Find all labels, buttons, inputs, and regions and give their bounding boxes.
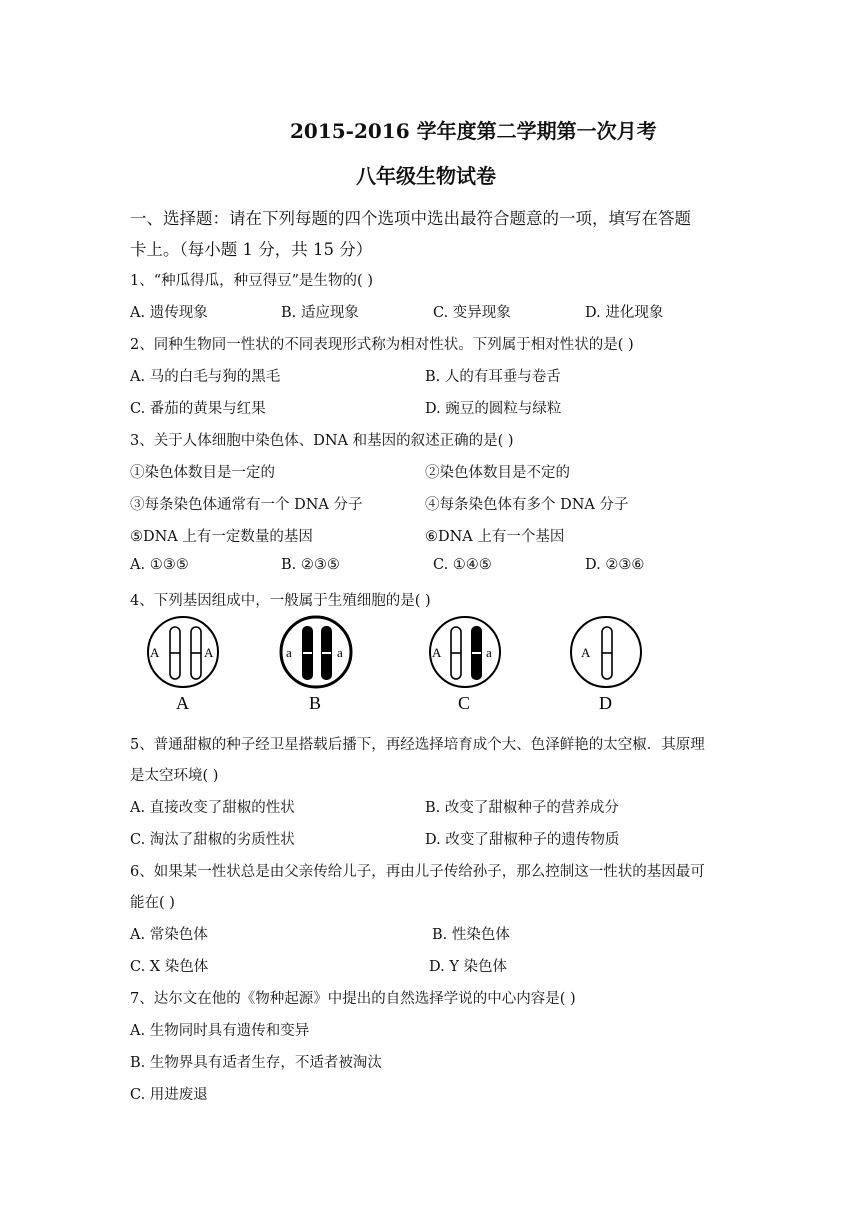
question-6-stem-line1: 6、如果某一性状总是由父亲传给儿子，再由儿子传给孙子，那么控制这一性状的基因最可: [130, 864, 705, 880]
q5-option-c: C. 淘汰了甜椒的劣质性状: [130, 832, 295, 848]
q3-statement-5: ⑤DNA 上有一定数量的基因: [130, 529, 313, 545]
q6-option-a: A. 常染色体: [130, 927, 208, 943]
q3-option-a: A. ①③⑤: [130, 557, 189, 573]
q5-option-a: A. 直接改变了甜椒的性状: [130, 800, 295, 816]
question-7-stem: 7、达尔文在他的《物种起源》中提出的自然选择学说的中心内容是( ): [130, 991, 576, 1007]
cell-a-gene-right: A: [204, 645, 214, 660]
question-4-stem: 4、下列基因组成中，一般属于生殖细胞的是( ): [130, 593, 431, 609]
cell-c-gene-left: A: [432, 645, 442, 660]
q7-option-a: A. 生物同时具有遗传和变异: [130, 1023, 310, 1039]
q3-option-c: C. ①④⑤: [433, 557, 492, 573]
q5-option-d: D. 改变了甜椒种子的遗传物质: [425, 832, 620, 848]
q1-option-b: B. 适应现象: [281, 305, 359, 321]
question-1-stem: 1、“种瓜得瓜，种豆得豆”是生物的( ): [130, 273, 373, 289]
figure-label-a: A: [176, 693, 189, 713]
figure-label-d: D: [599, 693, 612, 713]
cell-a-gene-left: A: [150, 645, 160, 660]
q6-option-b: B. 性染色体: [432, 927, 510, 943]
cell-b-gene-left: a: [286, 645, 292, 660]
q3-statement-6: ⑥DNA 上有一个基因: [425, 529, 565, 545]
cell-b-figure: [281, 617, 351, 713]
section-instruction-line2: 卡上。（每小题 1 分，共 15 分）: [130, 240, 373, 259]
cell-a-figure: [148, 617, 218, 713]
q5-option-b: B. 改变了甜椒种子的营养成分: [425, 800, 619, 816]
q2-option-c: C. 番茄的黄果与红果: [130, 401, 266, 417]
cell-b-gene-right: a: [337, 645, 343, 660]
q6-option-c: C. X 染色体: [130, 959, 209, 975]
q3-option-d: D. ②③⑥: [585, 557, 645, 573]
q1-option-c: C. 变异现象: [433, 305, 511, 321]
q3-statement-1: ①染色体数目是一定的: [130, 465, 275, 481]
question-5-stem-line2: 是太空环境( ): [130, 768, 219, 784]
question-3-stem: 3、关于人体细胞中染色体、DNA 和基因的叙述正确的是( ): [130, 433, 514, 449]
exam-title: 2015-2016 学年度第二学期第一次月考: [290, 119, 657, 143]
q3-statement-3: ③每条染色体通常有一个 DNA 分子: [130, 497, 363, 513]
question-6-stem-line2: 能在( ): [130, 895, 175, 911]
q3-option-b: B. ②③⑤: [281, 557, 340, 573]
q3-statement-4: ④每条染色体有多个 DNA 分子: [425, 497, 629, 513]
question-2-stem: 2、同种生物同一性状的不同表现形式称为相对性状。下列属于相对性状的是( ): [130, 337, 634, 353]
cell-d-figure: [571, 617, 641, 713]
q1-option-d: D. 进化现象: [585, 305, 664, 321]
figure-label-b: B: [309, 693, 322, 713]
section-instruction-line1: 一、选择题：请在下列每题的四个选项中选出最符合题意的一项，填写在答题: [130, 209, 691, 228]
q7-option-c: C. 用进废退: [130, 1087, 208, 1103]
cell-d-gene: A: [581, 645, 591, 660]
q2-option-b: B. 人的有耳垂与卷舌: [425, 369, 561, 385]
q6-option-d: D. Y 染色体: [429, 959, 508, 975]
q7-option-b: B. 生物界具有适者生存，不适者被淘汰: [130, 1055, 382, 1071]
cell-c-gene-right: a: [486, 645, 492, 660]
cell-c-figure: [430, 617, 500, 713]
figure-label-c: C: [458, 693, 471, 713]
q2-option-a: A. 马的白毛与狗的黑毛: [130, 369, 281, 385]
q2-option-d: D. 豌豆的圆粒与绿粒: [425, 401, 562, 417]
q3-statement-2: ②染色体数目是不定的: [425, 465, 570, 481]
exam-subtitle: 八年级生物试卷: [356, 164, 496, 188]
q1-option-a: A. 遗传现象: [130, 305, 208, 321]
question-5-stem-line1: 5、普通甜椒的种子经卫星搭载后播下，再经选择培育成个大、色泽鲜艳的太空椒．其原理: [130, 737, 705, 753]
